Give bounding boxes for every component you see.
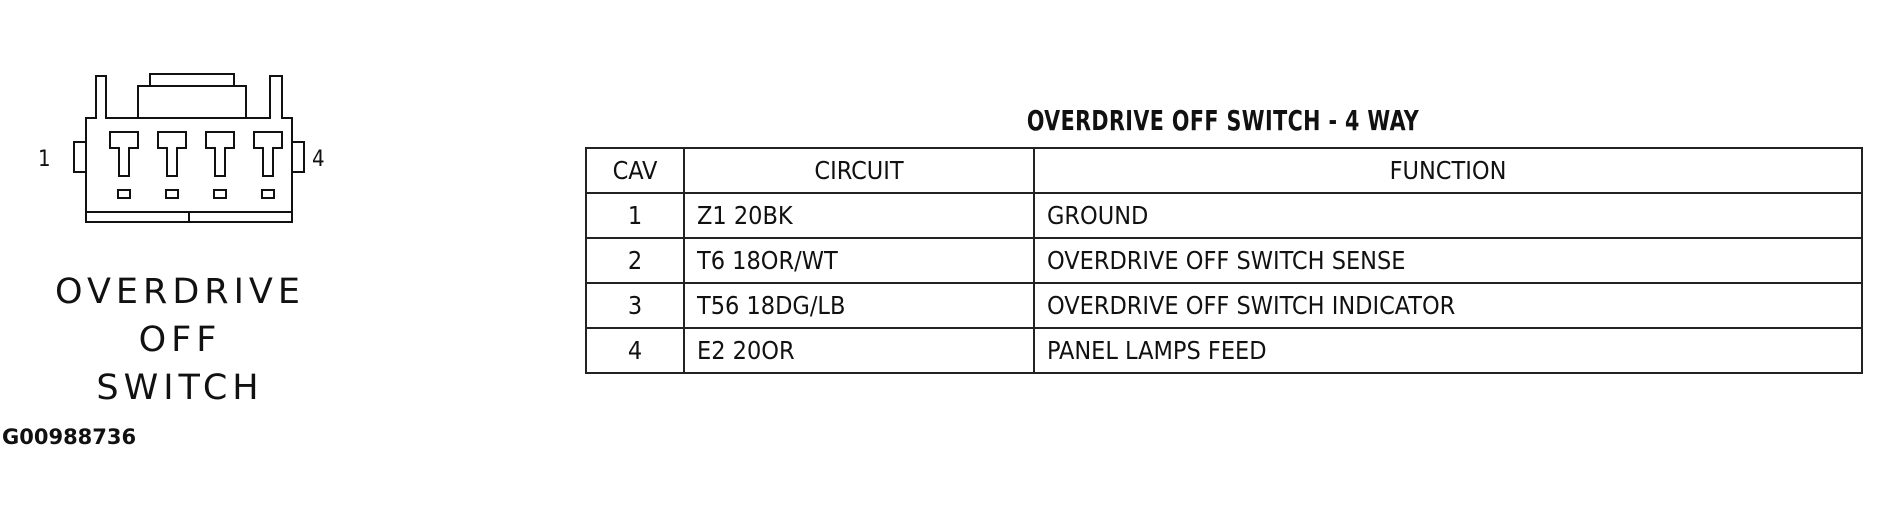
header-function: FUNCTION	[1034, 148, 1862, 193]
cav-cell: 1	[586, 193, 684, 238]
table-row	[586, 193, 1862, 238]
function-cell: OVERDRIVE OFF SWITCH INDICATOR	[1034, 283, 1862, 328]
component-label-line-1: OVERDRIVE	[55, 272, 305, 312]
pin-4-label: 4	[312, 147, 325, 172]
table-row	[586, 283, 1862, 328]
left-latch	[74, 142, 86, 172]
circuit-cell: E2 20OR	[684, 328, 1034, 373]
function-cell: OVERDRIVE OFF SWITCH SENSE	[1034, 238, 1862, 283]
circuit-cell: T56 18DG/LB	[684, 283, 1034, 328]
cav-cell: 4	[586, 328, 684, 373]
table-row	[586, 328, 1862, 373]
component-label-line-2: OFF	[138, 320, 222, 360]
table-row	[586, 238, 1862, 283]
locking-bar	[138, 86, 246, 118]
figure-id: G00988736	[2, 425, 137, 449]
cav-cell: 3	[586, 283, 684, 328]
table-header-row	[586, 148, 1862, 193]
terminal-1	[110, 132, 138, 198]
circuit-cell: T6 18OR/WT	[684, 238, 1034, 283]
connector-pinout-table	[585, 147, 1863, 374]
right-latch	[292, 142, 304, 172]
function-cell: GROUND	[1034, 193, 1862, 238]
circuit-cell: Z1 20BK	[684, 193, 1034, 238]
terminal-4	[254, 132, 282, 198]
pin-1-label: 1	[38, 147, 51, 172]
terminal-2	[158, 132, 186, 198]
function-cell: PANEL LAMPS FEED	[1034, 328, 1862, 373]
cav-cell: 2	[586, 238, 684, 283]
terminal-3	[206, 132, 234, 198]
table-title: OVERDRIVE OFF SWITCH - 4 WAY	[1026, 104, 1420, 137]
header-circuit: CIRCUIT	[684, 148, 1034, 193]
header-cav: CAV	[586, 148, 684, 193]
component-label-line-3: SWITCH	[96, 368, 264, 408]
